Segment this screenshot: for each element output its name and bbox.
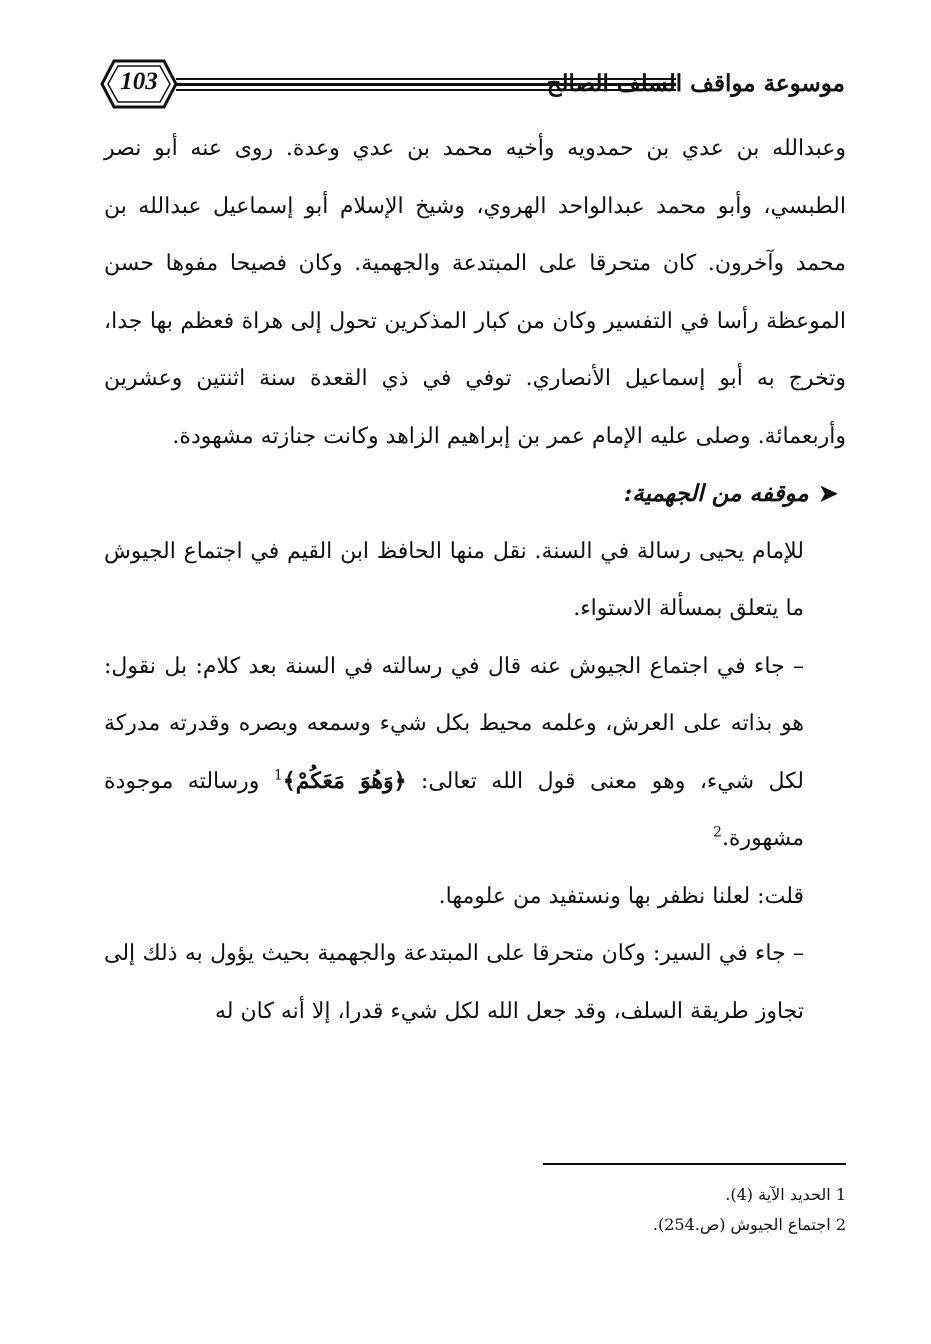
footnote-number: 1 — [835, 1185, 846, 1204]
page-number: 103 — [120, 68, 158, 95]
main-text — [104, 120, 846, 1040]
paragraph: وعبدالله بن عدي بن حمدويه وأخيه محمد بن عدي وعدة. روى عنه أبو نصر الطبسي، وأبو محمد عبدالواحد الهروي، وشيخ الإسلام أبو إسماعيل عبدالله بن محمد وآخرون. كان متحرقا على المبتدعة والجهمية. وكان فصيحا مفوها حسن الموعظة رأسا في التفسير وكان من كبار المذكرين تحول إلى هراة فعظم بها جدا، وتخرج به أبو إسماعيل الأنصاري. توفي في ذي القعدة سنة اثنتين وعشرين وأربعمائة. وصلى عليه الإمام عمر بن إبراهيم الزاهد وكانت جنازته مشهودة. — [104, 136, 846, 449]
footnote-ref[interactable]: 2 — [713, 824, 722, 841]
section-heading-text: موقفه من الجهمية: — [623, 480, 809, 507]
paragraph: – جاء في السير: وكان متحرقا على المبتدعة والجهمية بحيث يؤول به ذلك إلى تجاوز طريقة السلف، وقد جعل الله لكل شيء قدرا، إلا أنه كان له — [104, 941, 804, 1024]
arrow-bullet-icon: ➤ — [818, 480, 838, 507]
paragraph-with-quote — [104, 638, 846, 868]
page-header — [100, 58, 845, 116]
footnote — [500, 1180, 846, 1210]
footnote-number: 2 — [835, 1215, 846, 1234]
footnote-ref[interactable]: 1 — [273, 767, 283, 784]
quran-verse: ﴿وَهُوَ مَعَكُمْ﴾ — [282, 767, 407, 794]
running-title: موسوعة مواقف السلف الصالح — [546, 70, 845, 97]
footnote-text: اجتماع الجيوش (ص.254). — [652, 1215, 831, 1234]
footnotes — [500, 1180, 846, 1240]
page-number-badge — [100, 58, 178, 110]
paragraph: للإمام يحيى رسالة في السنة. نقل منها الحافظ ابن القيم في اجتماع الجيوش ما يتعلق بمسألة الاستواء. — [104, 538, 804, 621]
footnote-text: الحديد الآية (4). — [725, 1185, 831, 1204]
footnote — [500, 1210, 846, 1240]
footnote-divider — [543, 1163, 846, 1165]
paragraph-text: ورسالته موجودة مشهورة. — [104, 768, 804, 851]
section-heading — [104, 465, 846, 523]
paragraph: قلت: لعلنا نظفر بها ونستفيد من علومها. — [438, 883, 804, 909]
paragraph-text: – جاء في اجتماع الجيوش عنه قال في رسالته في السنة بعد كلام: بل نقول: هو بذاته على العرش، وعلمه محيط بكل شيء وسمعه وبصره وقدرته مدركة لكل شيء، وهو معنى قول الله تعالى: — [104, 653, 805, 794]
